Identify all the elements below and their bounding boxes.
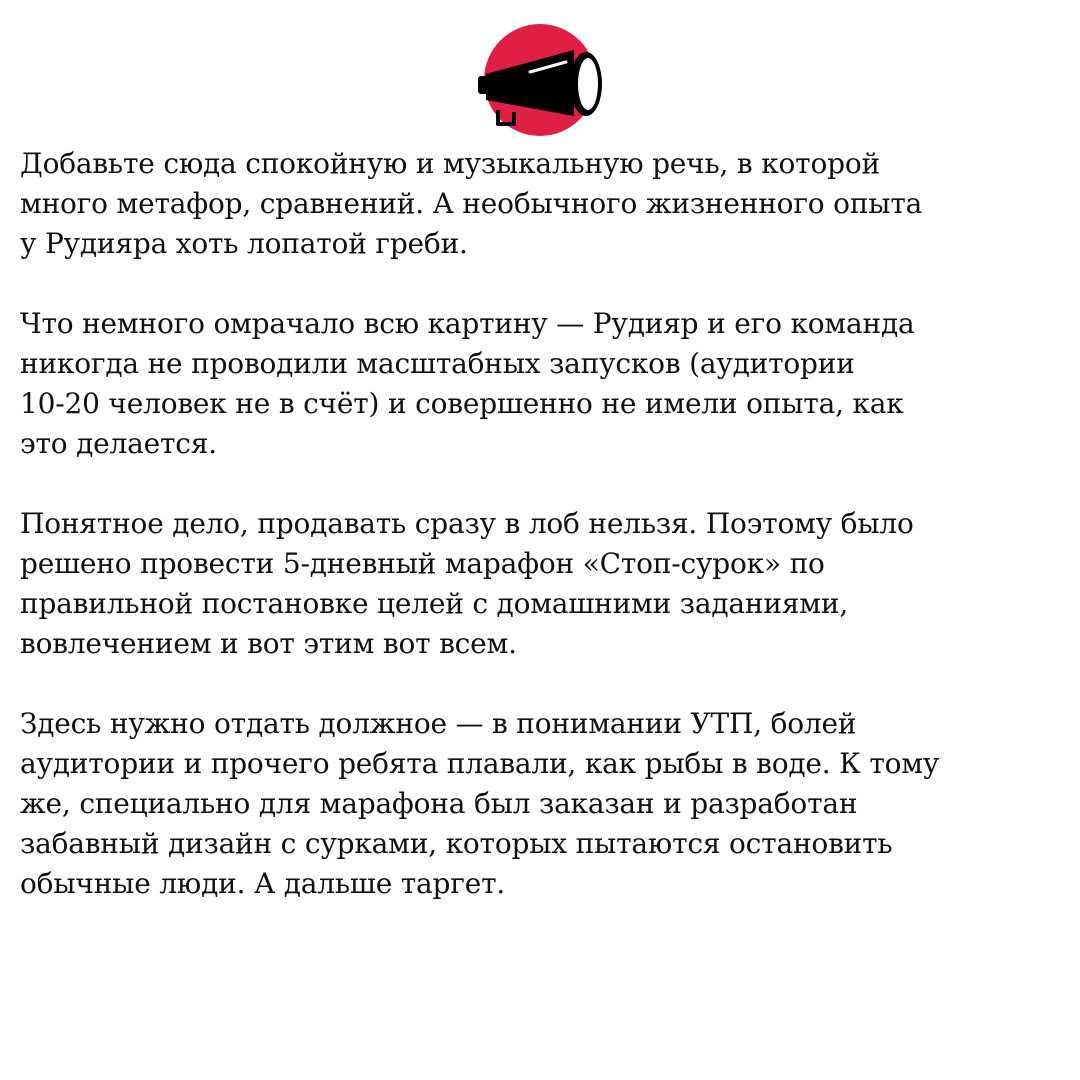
text-line: же, специально для марафона был заказан и разработан: [20, 787, 858, 820]
megaphone-logo: [478, 24, 606, 136]
text-line: никогда не проводили масштабных запусков (аудитории: [20, 347, 855, 380]
paragraph-4: [20, 704, 1070, 904]
text-line: Добавьте сюда спокойную и музыкальную речь, в которой: [20, 147, 880, 180]
text-line: Понятное дело, продавать сразу в лоб нельзя. Поэтому было: [20, 507, 914, 540]
megaphone-icon: [478, 24, 606, 136]
text-line: Здесь нужно отдать должное — в понимании УТП, болей: [20, 707, 857, 740]
text-line: забавный дизайн с сурками, которых пытаются остановить: [20, 827, 893, 860]
text-line: 10-20 человек не в счёт) и совершенно не имели опыта, как: [20, 387, 904, 420]
text-line: вовлечением и вот этим вот всем.: [20, 627, 517, 660]
article-text: [20, 144, 1070, 944]
paragraph-2: [20, 304, 1070, 464]
text-line: аудитории и прочего ребята плавали, как рыбы в воде. К тому: [20, 747, 940, 780]
text-line: Что немного омрачало всю картину — Рудияр и его команда: [20, 307, 915, 340]
text-line: это делается.: [20, 427, 217, 460]
paragraph-1: [20, 144, 1070, 264]
text-line: обычные люди. А дальше таргет.: [20, 867, 506, 900]
text-line: у Рудияра хоть лопатой греби.: [20, 227, 468, 260]
paragraph-3: [20, 504, 1070, 664]
text-line: решено провести 5-дневный марафон «Стоп-сурок» по: [20, 547, 825, 580]
text-line: много метафор, сравнений. А необычного жизненного опыта: [20, 187, 923, 220]
text-line: правильной постановке целей с домашними заданиями,: [20, 587, 849, 620]
